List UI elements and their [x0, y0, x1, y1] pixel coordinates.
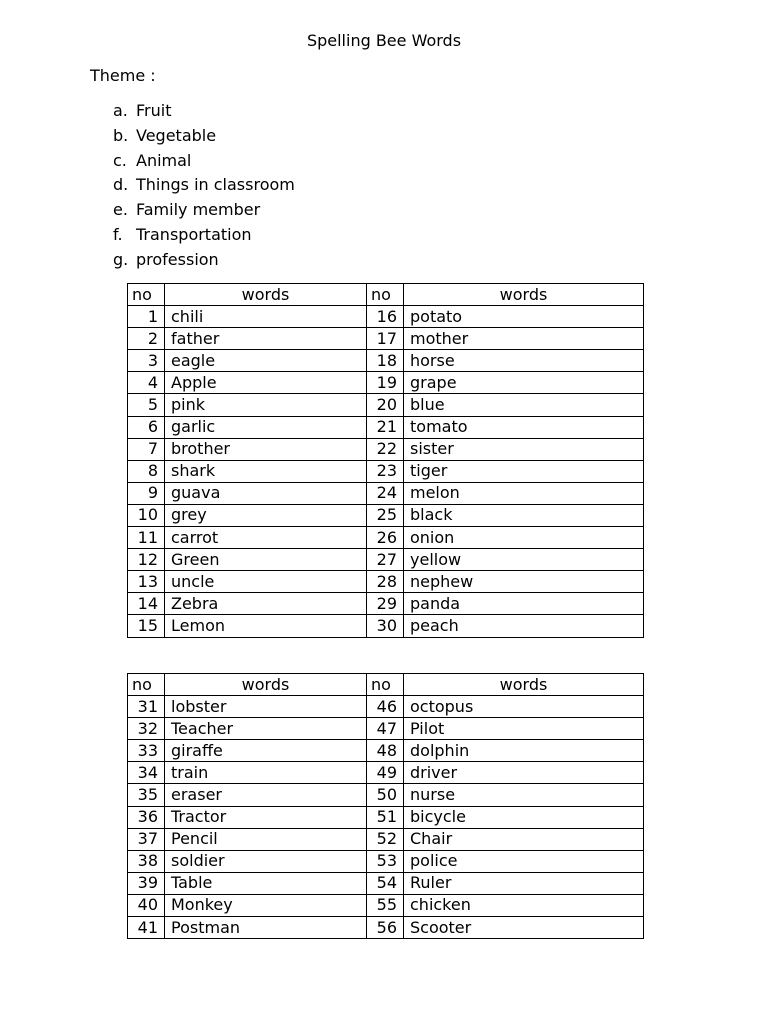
- cell-number: 54: [367, 872, 404, 894]
- cell-word: garlic: [165, 416, 367, 438]
- table-row: [128, 806, 644, 828]
- cell-word: nephew: [404, 571, 644, 593]
- theme-label-text: Animal: [136, 150, 192, 170]
- cell-number: 6: [128, 416, 165, 438]
- theme-item: [113, 124, 295, 149]
- cell-word: tiger: [404, 460, 644, 482]
- cell-word: eagle: [165, 350, 367, 372]
- cell-number: 21: [367, 416, 404, 438]
- theme-label-text: Fruit: [136, 101, 172, 120]
- cell-word: lobster: [165, 696, 367, 718]
- table-row: [128, 593, 644, 615]
- cell-number: 24: [367, 482, 404, 504]
- theme-label-text: Things in classroom: [136, 175, 295, 195]
- cell-word: Chair: [404, 828, 644, 850]
- cell-word: Monkey: [165, 894, 367, 916]
- word-table-2: [127, 673, 644, 939]
- cell-number: 40: [128, 894, 165, 916]
- cell-number: 3: [128, 350, 165, 372]
- table-row: [128, 438, 644, 460]
- cell-word: driver: [404, 762, 644, 784]
- theme-label: Theme :: [90, 66, 156, 85]
- table-header-row: [128, 284, 644, 306]
- cell-number: 49: [367, 762, 404, 784]
- cell-word: shark: [165, 460, 367, 482]
- cell-number: 20: [367, 394, 404, 416]
- cell-word: onion: [404, 527, 644, 549]
- cell-number: 28: [367, 571, 404, 593]
- header-no: no: [128, 674, 165, 696]
- cell-number: 12: [128, 549, 165, 571]
- cell-number: 53: [367, 850, 404, 872]
- theme-label-text: Transportation: [136, 224, 252, 244]
- theme-item: [113, 198, 295, 223]
- cell-number: 22: [367, 438, 404, 460]
- cell-number: 27: [367, 549, 404, 571]
- cell-number: 47: [367, 718, 404, 740]
- theme-letter: b.: [113, 125, 129, 145]
- theme-letter: f.: [113, 224, 123, 244]
- header-words: words: [165, 284, 367, 306]
- theme-letter: e.: [113, 200, 128, 220]
- cell-word: octopus: [404, 696, 644, 718]
- cell-word: Tractor: [165, 806, 367, 828]
- table-row: [128, 482, 644, 504]
- table-row: [128, 372, 644, 394]
- cell-number: 39: [128, 872, 165, 894]
- table-row: [128, 504, 644, 526]
- table-row: [128, 740, 644, 762]
- cell-word: father: [165, 328, 367, 350]
- table-row: [128, 762, 644, 784]
- table-row: [128, 784, 644, 806]
- cell-word: Postman: [165, 917, 367, 939]
- cell-word: police: [404, 850, 644, 872]
- cell-number: 36: [128, 806, 165, 828]
- cell-number: 55: [367, 894, 404, 916]
- table-row: [128, 718, 644, 740]
- cell-word: panda: [404, 593, 644, 615]
- table-header-row: [128, 674, 644, 696]
- cell-number: 14: [128, 593, 165, 615]
- cell-number: 17: [367, 328, 404, 350]
- cell-number: 46: [367, 696, 404, 718]
- header-no: no: [367, 284, 404, 306]
- table-row: [128, 872, 644, 894]
- cell-word: Scooter: [404, 917, 644, 939]
- table-row: [128, 828, 644, 850]
- cell-word: Ruler: [404, 872, 644, 894]
- cell-number: 1: [128, 306, 165, 328]
- table-row: [128, 527, 644, 549]
- header-words: words: [404, 674, 644, 696]
- theme-letter: c.: [113, 150, 127, 170]
- cell-number: 7: [128, 438, 165, 460]
- cell-word: melon: [404, 482, 644, 504]
- cell-number: 4: [128, 372, 165, 394]
- theme-label-text: Family member: [136, 200, 261, 220]
- table-row: [128, 850, 644, 872]
- cell-number: 31: [128, 696, 165, 718]
- cell-number: 10: [128, 504, 165, 526]
- cell-number: 15: [128, 615, 165, 637]
- theme-item: [113, 223, 295, 248]
- cell-number: 8: [128, 460, 165, 482]
- table-row: [128, 696, 644, 718]
- cell-number: 16: [367, 306, 404, 328]
- cell-word: chicken: [404, 894, 644, 916]
- cell-number: 51: [367, 806, 404, 828]
- cell-number: 2: [128, 328, 165, 350]
- cell-word: giraffe: [165, 740, 367, 762]
- document-title: Spelling Bee Words: [306, 31, 462, 50]
- table-row: [128, 615, 644, 637]
- cell-word: soldier: [165, 850, 367, 872]
- table-row: [128, 571, 644, 593]
- cell-number: 56: [367, 917, 404, 939]
- cell-word: peach: [404, 615, 644, 637]
- cell-word: Green: [165, 549, 367, 571]
- table-row: [128, 306, 644, 328]
- cell-word: bicycle: [404, 806, 644, 828]
- theme-letter: a.: [113, 101, 128, 120]
- cell-word: Apple: [165, 372, 367, 394]
- table-row: [128, 394, 644, 416]
- cell-word: tomato: [404, 416, 644, 438]
- table-row: [128, 917, 644, 939]
- cell-word: black: [404, 504, 644, 526]
- cell-number: 11: [128, 527, 165, 549]
- cell-number: 25: [367, 504, 404, 526]
- cell-number: 13: [128, 571, 165, 593]
- cell-number: 26: [367, 527, 404, 549]
- cell-number: 18: [367, 350, 404, 372]
- cell-number: 37: [128, 828, 165, 850]
- cell-number: 50: [367, 784, 404, 806]
- cell-word: mother: [404, 328, 644, 350]
- cell-word: grey: [165, 504, 367, 526]
- cell-word: dolphin: [404, 740, 644, 762]
- cell-word: sister: [404, 438, 644, 460]
- header-words: words: [165, 674, 367, 696]
- cell-number: 33: [128, 740, 165, 762]
- cell-number: 41: [128, 917, 165, 939]
- cell-word: Zebra: [165, 593, 367, 615]
- cell-number: 23: [367, 460, 404, 482]
- cell-number: 29: [367, 593, 404, 615]
- theme-label-text: profession: [136, 249, 219, 269]
- cell-number: 38: [128, 850, 165, 872]
- cell-number: 5: [128, 394, 165, 416]
- table-row: [128, 328, 644, 350]
- cell-number: 52: [367, 828, 404, 850]
- cell-number: 34: [128, 762, 165, 784]
- cell-number: 30: [367, 615, 404, 637]
- theme-item: [113, 248, 295, 273]
- table-row: [128, 416, 644, 438]
- cell-word: yellow: [404, 549, 644, 571]
- table-row: [128, 894, 644, 916]
- cell-word: Table: [165, 872, 367, 894]
- cell-word: horse: [404, 350, 644, 372]
- cell-number: 9: [128, 482, 165, 504]
- header-no: no: [367, 674, 404, 696]
- cell-word: guava: [165, 482, 367, 504]
- cell-number: 32: [128, 718, 165, 740]
- theme-label-text: Vegetable: [136, 125, 217, 145]
- cell-word: brother: [165, 438, 367, 460]
- theme-list: [113, 99, 295, 273]
- theme-item: [113, 173, 295, 198]
- cell-word: carrot: [165, 527, 367, 549]
- cell-word: Pilot: [404, 718, 644, 740]
- word-table-1: [127, 283, 644, 638]
- theme-letter: g.: [113, 249, 129, 269]
- table-row: [128, 460, 644, 482]
- cell-word: eraser: [165, 784, 367, 806]
- theme-item: [113, 99, 295, 124]
- table-row: [128, 549, 644, 571]
- cell-word: blue: [404, 394, 644, 416]
- cell-word: uncle: [165, 571, 367, 593]
- header-words: words: [404, 284, 644, 306]
- header-no: no: [128, 284, 165, 306]
- cell-word: chili: [165, 306, 367, 328]
- cell-word: pink: [165, 394, 367, 416]
- cell-number: 48: [367, 740, 404, 762]
- cell-word: Pencil: [165, 828, 367, 850]
- cell-number: 35: [128, 784, 165, 806]
- table-row: [128, 350, 644, 372]
- cell-word: train: [165, 762, 367, 784]
- cell-word: potato: [404, 306, 644, 328]
- theme-item: [113, 149, 295, 174]
- cell-word: Teacher: [165, 718, 367, 740]
- theme-letter: d.: [113, 175, 129, 195]
- cell-word: nurse: [404, 784, 644, 806]
- cell-word: grape: [404, 372, 644, 394]
- cell-word: Lemon: [165, 615, 367, 637]
- cell-number: 19: [367, 372, 404, 394]
